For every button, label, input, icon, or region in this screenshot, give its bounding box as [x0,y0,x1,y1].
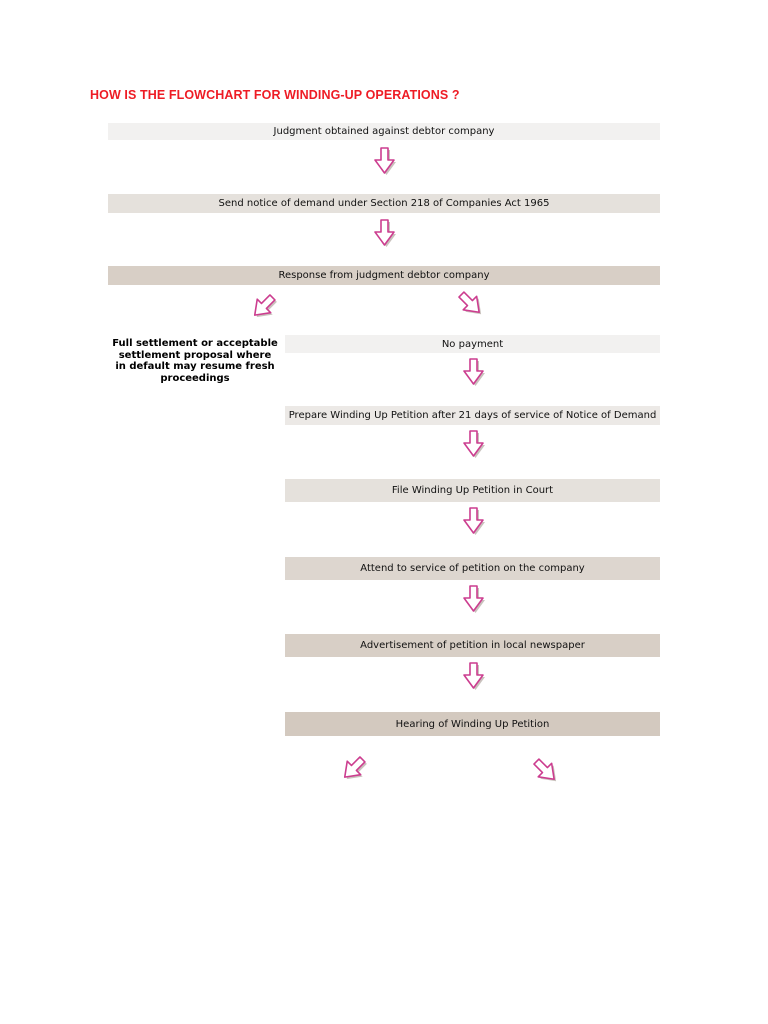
step-judgment: Judgment obtained against debtor company [108,123,660,140]
arrow-down-left-icon [252,293,282,323]
arrow-down-icon [462,506,486,536]
page-title: HOW IS THE FLOWCHART FOR WINDING-UP OPERATIONS ? [90,88,460,102]
arrow-down-right-icon [458,288,488,318]
arrow-down-icon [373,146,397,176]
step-service: Attend to service of petition on the company [285,557,660,580]
step-notice: Send notice of demand under Section 218 of Companies Act 1965 [108,194,660,213]
step-file: File Winding Up Petition in Court [285,479,660,502]
step-hearing: Hearing of Winding Up Petition [285,712,660,736]
step-response: Response from judgment debtor company [108,266,660,285]
arrow-down-right-icon [533,755,563,785]
step-prepare: Prepare Winding Up Petition after 21 days of service of Notice of Demand [285,406,660,425]
arrow-down-icon [462,429,486,459]
step-no-payment: No payment [285,335,660,353]
arrow-down-left-icon [342,755,372,785]
arrow-down-icon [462,661,486,691]
step-settlement: Full settlement or acceptable settlement proposal where in default may resume fresh proceedings [112,338,278,384]
step-advertisement: Advertisement of petition in local newspaper [285,634,660,657]
arrow-down-icon [373,218,397,248]
arrow-down-icon [462,357,486,387]
arrow-down-icon [462,584,486,614]
